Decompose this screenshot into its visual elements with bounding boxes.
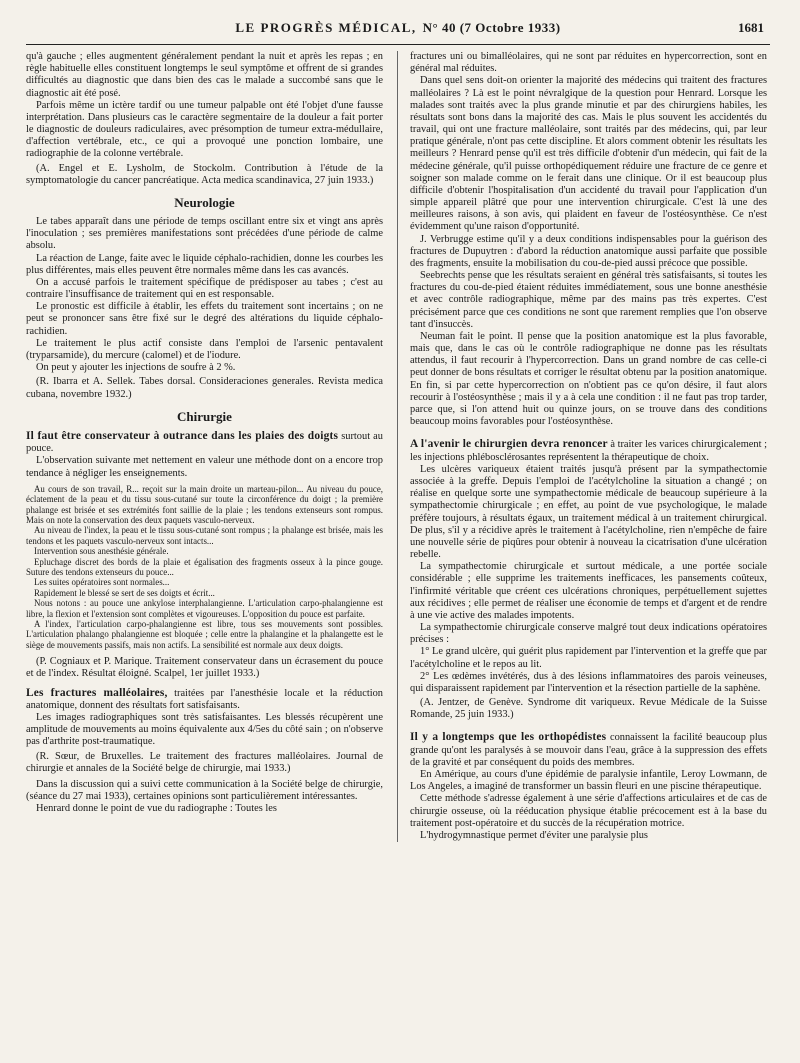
- reference: (A. Engel et E. Lysholm, de Stockolm. Contribution à l'étude de la symptomatologie du cancer pancréatique. Acta medica scandinavica, 27 juin 1933.): [26, 162, 383, 186]
- case-paragraph: Au cours de son travail, R... reçoit sur la main droite un marteau-pilon... Au niveau du pouce, éclatement de la peau et du tissu sous-cutané sur toute la circonférence du doigt ; la première phalange est brisée et ses extrémités font saillie de la plaie ; les tendons extenseurs sont rompus. Mais on note la conservation des deux paquets vasculo-nerveux.: [26, 483, 383, 525]
- page-number: 1681: [738, 20, 764, 35]
- paragraph: En Amérique, au cours d'une épidémie de paralysie infantile, Leroy Lowmann, de Los Angeles, a imaginé de transformer un bassin fleuri en une piscine thérapeutique.: [410, 769, 767, 793]
- case-paragraph: Intervention sous anesthésie générale.: [34, 546, 169, 557]
- lead-phrase: Il y a longtemps que les orthopédistes: [410, 731, 607, 744]
- paragraph: 1° Le grand ulcère, qui guérit plus rapidement par l'intervention et la greffe que par l'acétylcholine et le repos au lit.: [410, 646, 767, 670]
- paragraph: Le pronostic est difficile à établir, les effets du traitement sont incertains ; on ne peut se prononcer sans être fixé sur le degré des altérations du liquide céphalo-rachidien.: [26, 301, 383, 337]
- journal-title: LE PROGRÈS MÉDICAL,: [235, 20, 417, 35]
- paragraph: La sympathectomie chirurgicale conserve malgré tout deux indications opératoires précises :: [410, 622, 767, 646]
- reference: (R. Ibarra et A. Sellek. Tabes dorsal. Consideraciones generales. Revista medica cubana, novembre 1932.): [26, 376, 383, 400]
- paragraph: [410, 438, 767, 464]
- paragraph: [26, 430, 383, 456]
- lead-continuation: à traiter les varices chirurgicalement ; les injections phlébosclérosantes représentent la thérapeutique de choix.: [410, 439, 767, 463]
- lead-continuation: connaissent la facilité beaucoup plus grande qu'ont les paralysés à se mouvoir dans l'eau, grâce à la suppression des effets de la gravité et par conséquent du poids des membres.: [410, 732, 767, 768]
- header-rule: [26, 44, 770, 45]
- lead-phrase: A l'avenir le chirurgien devra renoncer: [410, 438, 608, 451]
- paragraph: L'hydrogymnastique permet d'éviter une paralysie plus: [420, 830, 648, 841]
- case-paragraph: Les suites opératoires sont normales...: [34, 577, 170, 588]
- paragraph: 2° Les œdèmes invétérés, dus à des lésions inflammatoires des parois veineuses, qui disparaissent rapidement par l'intervention et la résection partielle de la saphène.: [410, 670, 767, 694]
- paragraph: [410, 731, 767, 769]
- paragraph: Dans la discussion qui a suivi cette communication à la Société belge de chirurgie, (séance du 27 mai 1933), certaines opinions sont particulièrement intéressantes.: [26, 778, 383, 803]
- reference: (R. Sœur, de Bruxelles. Le traitement des fractures malléolaires. Journal de chirurgie et annales de la Société belge de chirurgie, mai 1933.): [26, 750, 383, 774]
- paragraph: Seebrechts pense que les résultats seraient en général très satisfaisants, si toutes les fractures du cou-de-pied étaient réduites immédiatement, sous une bonne anesthésie et avec contrôle radiographique, même par des mains pas très expertes. C'est précisément parce que ces conditions ne sont que rarement remplies que l'on observe tant d'insuccès.: [410, 270, 767, 330]
- case-paragraph: Au niveau de l'index, la peau et le tissu sous-cutané sont rompus ; la phalange est brisée, mais les tendons et les paquets vasculo-nerveux sont intacts...: [26, 525, 383, 546]
- reference: (P. Cogniaux et P. Marique. Traitement conservateur dans un écrasement du pouce et de l'index. Résultat éloigné. Scalpel, 1er juillet 1933.): [26, 656, 383, 680]
- intro-paragraph: qu'à gauche ; elles augmentent généralement pendant la nuit et après les repas ; en règle habituelle elles constituent longtemps le seul symptôme et offrent de si grandes difficultés au diagnostic que dans bien des cas le malade a succombé sans que le diagnostic ait été posé.: [26, 51, 383, 99]
- paragraph: Neuman fait le point. Il pense que la position anatomique est la plus favorable, mais que, dans le cas où le contrôle radiographique ne donne pas les résultats attendus, il faut recourir à l'hypercorrection. Dans un grand nombre de cas celle-ci peut donner de bons résultats et corriger le résultat obtenu par la position anatomique. En fin, si par cette hypercorrection on n'obtient pas ce qu'on désire, il faut alors recourir à l'ostéosynthèse ; mais il y a à cela une condition : il ne faut pas trop tarder, parce que, si l'on attend huit ou quinze jours, on se trouve dans des conditions beaucoup moins favorables pour l'ostéosynthèse.: [410, 330, 767, 428]
- issue-info: N° 40 (7 Octobre 1933): [422, 20, 561, 35]
- reference: (A. Jentzer, de Genève. Syndrome dit variqueux. Revue Médicale de la Suisse Romande, 25 juin 1933.): [410, 697, 767, 721]
- section-heading-chirurgie: Chirurgie: [177, 408, 232, 424]
- paragraph: La réaction de Lange, faite avec le liquide céphalo-rachidien, donne les courbes les plus différentes, mais elles peuvent être normales même dans les cas avancés.: [26, 252, 383, 276]
- case-paragraph: Nous notons : au pouce une ankylose interphalangienne. L'articulation carpo-phalangienne est libre, la flexion et l'extension sont complètes et vigoureuses. L'opposition du pouce est parfaite.: [26, 598, 383, 619]
- case-paragraph: Epluchage discret des bords de la plaie et égalisation des fragments osseux à la pince gouge. Suture des tendons extenseurs du pouce...: [26, 556, 383, 577]
- lead-continuation: surtout au pouce.: [26, 430, 383, 455]
- paragraph: Cette méthode s'adresse également à une série d'affections articulaires et de cas de chirurgie osseuse, où la rééducation physique établie précocement est à la base du traitement post-opératoire et du succès de la récupération motrice.: [410, 793, 767, 829]
- case-paragraph: Rapidement le blessé se sert de ses doigts et écrit...: [34, 587, 215, 598]
- paragraph: La sympathectomie chirurgicale et surtout médicale, a une portée sociale considérable ; elle supprime les traitements inefficaces, les pansements coûteux, l'infirmité véritable que créent ces ulcérations chroniques, perpétuellement sujettes aux récidives ; elle permet de réaliser une économie de temps et d'argent et de rendre à une vie active des malades impotents.: [410, 561, 767, 621]
- paragraph: Dans quel sens doit-on orienter la majorité des médecins qui traitent des fractures malléolaires ? Là est le point névralgique de la question pour Henrard. Lorsque les malades sont traités avec la plus grande minutie et par des chirurgiens habiles, les résultats sont bons dans la majorité des cas. Mais le plus souvent les accidentés du travail, qui ont une fracture malléolaire, sont traités par des médecins, qui, par leur pratique générale, n'ont pas cette discipline. Et alors comment obtenir les résultats les meilleurs ? Henrard pense qu'il est très difficile d'obtenir d'un médecin, qui fait de la médecine générale, qu'il puisse orthopédiquement réduire une fracture de ce genre et soigner son malade comme on le ferait dans une clinique. Or il est beaucoup plus difficile d'obtenir l'hospitalisation d'un accidenté du travail pour l'application d'un simple appareil plâtré que pour une intervention chirurgicale. C'est là une des meilleures raisons, à son avis, qui plaident en faveur de l'ostéosynthèse. Ce n'est évidemment qu'une raison d'opportunité.: [410, 75, 767, 233]
- page-header: [26, 20, 770, 42]
- section-heading-neurologie: Neurologie: [174, 194, 235, 210]
- lead-continuation: traitées par l'anesthésie locale et la réduction anatomique, donnent des résultats fort satisfaisants.: [26, 687, 383, 711]
- two-column-body: [26, 51, 770, 842]
- paragraph: On a accusé parfois le traitement spécifique de prédisposer au tabes ; c'est au contraire l'insuffisance de traitement qui en est responsable.: [26, 276, 383, 301]
- case-report-block: [26, 484, 383, 651]
- paragraph: On peut y ajouter les injections de soufre à 2 %.: [36, 362, 236, 374]
- right-column: [397, 51, 767, 842]
- paragraph: [26, 687, 383, 713]
- paragraph: Les images radiographiques sont très satisfaisantes. Les blessés récupèrent une amplitude de mouvements au moins équivalente aux 4/5es du côté sain ; on n'observe pas d'arthrite post-traumatique.: [26, 712, 383, 748]
- lead-phrase: Les fractures malléolaires,: [26, 686, 168, 699]
- lead-phrase: Il faut être conservateur à outrance dans les plaies des doigts: [26, 429, 339, 442]
- paragraph: Parfois même un ictère tardif ou une tumeur palpable ont été l'objet d'une fausse interprétation. Dans plusieurs cas le caractère segmentaire de la douleur a fait porter le diagnostic de douleurs radiculaires, avec présomption de tumeur extra-médullaire, d'affection vertébrale, etc., ce qui a provoqué une ponction lombaire, une radiographie de la colonne vertébrale.: [26, 99, 383, 160]
- paragraph: J. Verbrugge estime qu'il y a deux conditions indispensables pour la guérison des fractures de Dupuytren : d'abord la réduction anatomique aussi parfaite que possible des fragments, ensuite la mobilisation du cou-de-pied aussi précoce que possible.: [410, 233, 767, 269]
- left-column: [26, 51, 383, 842]
- paragraph: L'observation suivante met nettement en valeur une méthode dont on a encore trop tendance à négliger les enseignements.: [26, 455, 383, 479]
- paragraph: Henrard donne le point de vue du radiographe : Toutes les: [36, 803, 277, 815]
- paragraph: fractures uni ou bimalléolaires, qui ne sont par réduites en hypercorrection, sont en général mal réduites.: [410, 51, 767, 75]
- case-paragraph: A l'index, l'articulation carpo-phalangienne est libre, tous ses mouvements sont possibles. L'articulation phalango phalangienne est bloquée ; celle entre la phalangine et la phalangette est le siège de mouvements passifs, mais non actifs. La sensibilité est normale aux deux doigts.: [26, 619, 383, 650]
- paragraph: Le traitement le plus actif consiste dans l'emploi de l'arsenic pentavalent (tryparsamide), du mercure (calomel) et de l'iodure.: [26, 337, 383, 361]
- paragraph: Le tabes apparaît dans une période de temps oscillant entre six et vingt ans après l'inoculation ; ses premières manifestations sont précédées d'une période de calme absolu.: [26, 216, 383, 252]
- paragraph: Les ulcères variqueux étaient traités jusqu'à présent par la sympathectomie associée à la greffe. Depuis l'emploi de l'acétylcholine la situation a changé ; on réalise en quelque sorte une sympathectomie médicale de beaucoup supérieure à la sympathectomie chirurgicale ; en effet, au point de vue psychologique, le malade préfère toujours, à résultats égaux, un traitement médical à un traitement chirurgical. De plus, s'il y a récidive après le traitement à l'acétylcholine, rien n'empêche de faire une nouvelle série de piqûres pour obtenir à nouveau la cicatrisation d'une ulcération rebelle.: [410, 463, 767, 561]
